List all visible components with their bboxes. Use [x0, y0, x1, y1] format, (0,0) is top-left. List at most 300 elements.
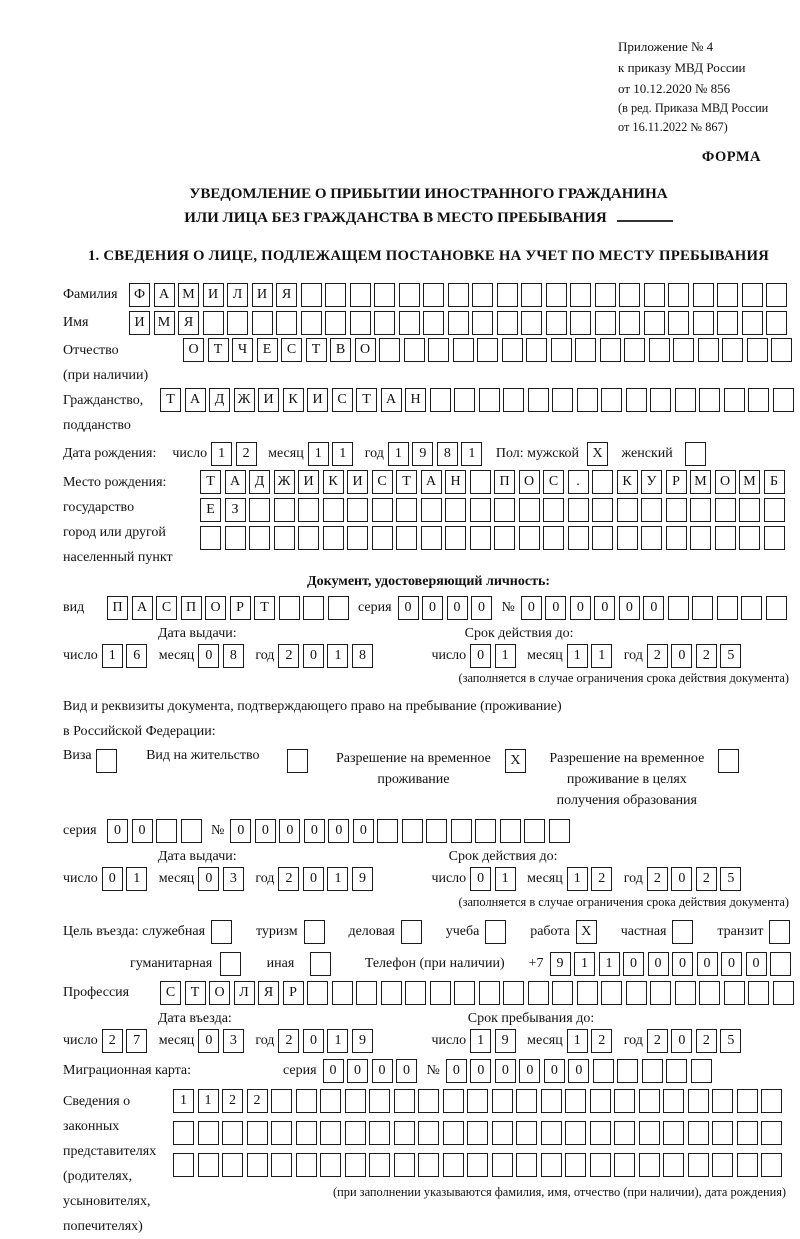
char-cell[interactable] [699, 981, 720, 1005]
char-cell[interactable] [715, 526, 736, 550]
char-cell[interactable] [748, 388, 769, 412]
char-cell[interactable] [421, 498, 442, 522]
char-cell[interactable] [494, 526, 515, 550]
char-cell[interactable] [492, 1153, 513, 1177]
char-cell[interactable]: 0 [697, 952, 718, 976]
char-cell[interactable] [528, 388, 549, 412]
char-cell[interactable]: К [283, 388, 304, 412]
char-cell[interactable]: 0 [470, 644, 491, 668]
char-cell[interactable] [761, 1153, 782, 1177]
char-cell[interactable]: 1 [567, 867, 588, 891]
char-cell[interactable] [394, 1089, 415, 1113]
char-cell[interactable]: Е [200, 498, 221, 522]
char-cell[interactable] [601, 388, 622, 412]
char-cell[interactable]: 0 [107, 819, 128, 843]
char-cell[interactable] [688, 1089, 709, 1113]
char-cell[interactable]: 0 [648, 952, 669, 976]
char-cell[interactable]: 1 [388, 442, 409, 466]
char-cell[interactable] [524, 819, 545, 843]
char-cell[interactable] [345, 1153, 366, 1177]
char-cell[interactable]: Ж [234, 388, 255, 412]
char-cell[interactable]: П [107, 596, 128, 620]
char-cell[interactable] [156, 819, 177, 843]
char-cell[interactable] [394, 1121, 415, 1145]
char-cell[interactable]: 0 [198, 1029, 219, 1053]
char-cell[interactable] [724, 388, 745, 412]
char-cell[interactable]: 0 [255, 819, 276, 843]
char-cell[interactable] [693, 311, 714, 335]
char-cell[interactable] [345, 1089, 366, 1113]
char-cell[interactable]: Д [249, 470, 270, 494]
char-cell[interactable] [445, 526, 466, 550]
char-cell[interactable]: С [372, 470, 393, 494]
char-cell[interactable] [600, 338, 621, 362]
char-cell[interactable]: И [298, 470, 319, 494]
char-cell[interactable] [323, 498, 344, 522]
char-cell[interactable]: О [519, 470, 540, 494]
char-cell[interactable] [453, 338, 474, 362]
char-cell[interactable] [298, 526, 319, 550]
char-cell[interactable]: А [185, 388, 206, 412]
char-cell[interactable]: 8 [352, 644, 373, 668]
char-cell[interactable]: А [381, 388, 402, 412]
char-cell[interactable] [712, 1121, 733, 1145]
char-cell[interactable] [592, 498, 613, 522]
char-cell[interactable] [626, 981, 647, 1005]
char-cell[interactable] [770, 952, 791, 976]
char-cell[interactable] [472, 283, 493, 307]
char-cell[interactable]: И [252, 283, 273, 307]
char-cell[interactable] [650, 388, 671, 412]
char-cell[interactable] [222, 1121, 243, 1145]
char-cell[interactable]: Н [445, 470, 466, 494]
char-cell[interactable]: Т [306, 338, 327, 362]
char-cell[interactable]: Ж [274, 470, 295, 494]
char-cell[interactable] [712, 1153, 733, 1177]
char-cell[interactable] [332, 981, 353, 1005]
char-cell[interactable]: Т [200, 470, 221, 494]
char-cell[interactable] [549, 819, 570, 843]
char-cell[interactable]: 0 [671, 1029, 692, 1053]
char-cell[interactable] [301, 311, 322, 335]
char-cell[interactable] [668, 311, 689, 335]
char-cell[interactable]: 2 [591, 1029, 612, 1053]
char-cell[interactable] [494, 498, 515, 522]
char-cell[interactable] [619, 311, 640, 335]
char-cell[interactable] [421, 526, 442, 550]
char-cell[interactable] [470, 526, 491, 550]
char-cell[interactable] [467, 1121, 488, 1145]
char-cell[interactable]: И [258, 388, 279, 412]
char-cell[interactable] [592, 526, 613, 550]
char-cell[interactable]: Л [227, 283, 248, 307]
char-cell[interactable] [479, 981, 500, 1005]
char-cell[interactable] [717, 596, 738, 620]
char-cell[interactable]: 5 [720, 1029, 741, 1053]
char-cell[interactable] [712, 1089, 733, 1113]
char-cell[interactable] [666, 526, 687, 550]
char-cell[interactable]: 0 [671, 867, 692, 891]
char-cell[interactable] [541, 1089, 562, 1113]
char-cell[interactable] [502, 338, 523, 362]
char-cell[interactable]: 2 [278, 1029, 299, 1053]
char-cell[interactable] [467, 1089, 488, 1113]
char-cell[interactable] [761, 1089, 782, 1113]
char-cell[interactable] [472, 311, 493, 335]
char-cell[interactable]: 0 [347, 1059, 368, 1083]
char-cell[interactable]: П [181, 596, 202, 620]
char-cell[interactable] [225, 526, 246, 550]
char-cell[interactable]: . [568, 470, 589, 494]
char-cell[interactable]: Т [185, 981, 206, 1005]
char-cell[interactable] [663, 1121, 684, 1145]
char-cell[interactable]: 0 [303, 644, 324, 668]
char-cell[interactable] [296, 1153, 317, 1177]
char-cell[interactable]: 0 [495, 1059, 516, 1083]
char-cell[interactable] [503, 388, 524, 412]
char-cell[interactable]: 0 [619, 596, 640, 620]
char-cell[interactable] [666, 498, 687, 522]
char-cell[interactable] [227, 311, 248, 335]
char-cell[interactable] [766, 311, 787, 335]
char-cell[interactable] [445, 498, 466, 522]
char-cell[interactable]: П [494, 470, 515, 494]
char-cell[interactable] [769, 920, 790, 944]
char-cell[interactable] [418, 1121, 439, 1145]
char-cell[interactable] [320, 1121, 341, 1145]
char-cell[interactable] [271, 1089, 292, 1113]
char-cell[interactable]: 1 [327, 644, 348, 668]
char-cell[interactable]: 1 [599, 952, 620, 976]
char-cell[interactable]: 0 [102, 867, 123, 891]
char-cell[interactable] [485, 920, 506, 944]
char-cell[interactable]: Т [356, 388, 377, 412]
char-cell[interactable] [541, 1153, 562, 1177]
char-cell[interactable] [737, 1089, 758, 1113]
char-cell[interactable] [614, 1121, 635, 1145]
char-cell[interactable] [296, 1121, 317, 1145]
char-cell[interactable]: 0 [521, 596, 542, 620]
char-cell[interactable]: 8 [437, 442, 458, 466]
char-cell[interactable]: К [617, 470, 638, 494]
char-cell[interactable] [310, 952, 331, 976]
char-cell[interactable]: 0 [721, 952, 742, 976]
char-cell[interactable] [590, 1121, 611, 1145]
char-cell[interactable]: 0 [471, 596, 492, 620]
char-cell[interactable] [325, 311, 346, 335]
char-cell[interactable] [96, 749, 117, 773]
char-cell[interactable]: А [154, 283, 175, 307]
char-cell[interactable]: 0 [623, 952, 644, 976]
char-cell[interactable] [423, 311, 444, 335]
char-cell[interactable]: О [715, 470, 736, 494]
char-cell[interactable] [252, 311, 273, 335]
char-cell[interactable] [626, 388, 647, 412]
char-cell[interactable] [350, 283, 371, 307]
char-cell[interactable] [470, 470, 491, 494]
char-cell[interactable]: 1 [327, 1029, 348, 1053]
char-cell[interactable] [617, 526, 638, 550]
char-cell[interactable]: 0 [422, 596, 443, 620]
char-cell[interactable] [521, 283, 542, 307]
char-cell[interactable] [271, 1121, 292, 1145]
char-cell[interactable] [372, 526, 393, 550]
char-cell[interactable] [543, 498, 564, 522]
char-cell[interactable]: С [281, 338, 302, 362]
char-cell[interactable] [454, 388, 475, 412]
char-cell[interactable] [443, 1089, 464, 1113]
char-cell[interactable] [590, 1089, 611, 1113]
char-cell[interactable] [717, 311, 738, 335]
char-cell[interactable]: 0 [398, 596, 419, 620]
char-cell[interactable] [274, 526, 295, 550]
char-cell[interactable] [546, 283, 567, 307]
char-cell[interactable]: 0 [643, 596, 664, 620]
char-cell[interactable]: О [355, 338, 376, 362]
char-cell[interactable]: Р [230, 596, 251, 620]
char-cell[interactable]: 1 [567, 644, 588, 668]
char-cell[interactable] [249, 526, 270, 550]
char-cell[interactable] [666, 1059, 687, 1083]
char-cell[interactable]: 0 [570, 596, 591, 620]
char-cell[interactable] [577, 981, 598, 1005]
char-cell[interactable]: С [156, 596, 177, 620]
char-cell[interactable]: 2 [647, 867, 668, 891]
char-cell[interactable] [173, 1153, 194, 1177]
char-cell[interactable] [516, 1153, 537, 1177]
char-cell[interactable] [565, 1153, 586, 1177]
char-cell[interactable] [748, 981, 769, 1005]
char-cell[interactable] [497, 311, 518, 335]
char-cell[interactable] [590, 1153, 611, 1177]
char-cell[interactable] [639, 1089, 660, 1113]
char-cell[interactable]: Т [254, 596, 275, 620]
char-cell[interactable] [675, 388, 696, 412]
char-cell[interactable] [443, 1121, 464, 1145]
char-cell[interactable] [181, 819, 202, 843]
char-cell[interactable] [479, 388, 500, 412]
char-cell[interactable]: Р [666, 470, 687, 494]
char-cell[interactable] [663, 1153, 684, 1177]
char-cell[interactable]: Б [764, 470, 785, 494]
char-cell[interactable] [644, 283, 665, 307]
char-cell[interactable] [274, 498, 295, 522]
char-cell[interactable]: М [690, 470, 711, 494]
char-cell[interactable]: 0 [594, 596, 615, 620]
char-cell[interactable]: 2 [222, 1089, 243, 1113]
char-cell[interactable] [500, 819, 521, 843]
char-cell[interactable] [639, 1121, 660, 1145]
char-cell[interactable]: С [160, 981, 181, 1005]
char-cell[interactable] [688, 1121, 709, 1145]
char-cell[interactable]: 0 [470, 1059, 491, 1083]
char-cell[interactable] [276, 311, 297, 335]
char-cell[interactable] [592, 470, 613, 494]
char-cell[interactable] [347, 526, 368, 550]
char-cell[interactable] [668, 596, 689, 620]
char-cell[interactable]: А [225, 470, 246, 494]
char-cell[interactable] [426, 819, 447, 843]
char-cell[interactable] [766, 283, 787, 307]
char-cell[interactable]: 1 [567, 1029, 588, 1053]
char-cell[interactable] [405, 981, 426, 1005]
char-cell[interactable] [369, 1121, 390, 1145]
char-cell[interactable] [761, 1121, 782, 1145]
char-cell[interactable] [374, 283, 395, 307]
char-cell[interactable]: 1 [308, 442, 329, 466]
char-cell[interactable]: А [132, 596, 153, 620]
char-cell[interactable]: У [641, 470, 662, 494]
char-cell[interactable] [691, 1059, 712, 1083]
char-cell[interactable]: 0 [396, 1059, 417, 1083]
char-cell[interactable]: О [209, 981, 230, 1005]
char-cell[interactable]: 0 [372, 1059, 393, 1083]
char-cell[interactable]: 2 [278, 644, 299, 668]
char-cell[interactable]: 0 [303, 1029, 324, 1053]
char-cell[interactable]: М [154, 311, 175, 335]
char-cell[interactable] [304, 920, 325, 944]
char-cell[interactable] [503, 981, 524, 1005]
char-cell[interactable] [418, 1153, 439, 1177]
char-cell[interactable] [764, 526, 785, 550]
char-cell[interactable] [568, 526, 589, 550]
char-cell[interactable]: 0 [568, 1059, 589, 1083]
char-cell[interactable] [722, 338, 743, 362]
char-cell[interactable]: Л [234, 981, 255, 1005]
char-cell[interactable] [565, 1121, 586, 1145]
char-cell[interactable]: С [543, 470, 564, 494]
char-cell[interactable] [401, 920, 422, 944]
char-cell[interactable]: 1 [461, 442, 482, 466]
char-cell[interactable] [568, 498, 589, 522]
char-cell[interactable] [279, 596, 300, 620]
char-cell[interactable]: 2 [696, 1029, 717, 1053]
char-cell[interactable]: И [129, 311, 150, 335]
char-cell[interactable]: Я [276, 283, 297, 307]
char-cell[interactable]: А [421, 470, 442, 494]
char-cell[interactable] [347, 498, 368, 522]
char-cell[interactable] [668, 283, 689, 307]
char-cell[interactable]: 9 [352, 1029, 373, 1053]
char-cell[interactable] [673, 338, 694, 362]
char-cell[interactable] [672, 920, 693, 944]
char-cell[interactable] [470, 498, 491, 522]
char-cell[interactable] [595, 283, 616, 307]
char-cell[interactable]: 0 [519, 1059, 540, 1083]
char-cell[interactable] [601, 981, 622, 1005]
char-cell[interactable] [773, 388, 794, 412]
char-cell[interactable]: 0 [671, 644, 692, 668]
char-cell[interactable] [771, 338, 792, 362]
char-cell[interactable] [577, 388, 598, 412]
char-cell[interactable] [271, 1153, 292, 1177]
char-cell[interactable]: С [332, 388, 353, 412]
char-cell[interactable] [641, 526, 662, 550]
char-cell[interactable] [739, 498, 760, 522]
char-cell[interactable]: Т [160, 388, 181, 412]
char-cell[interactable] [718, 749, 739, 773]
char-cell[interactable]: О [183, 338, 204, 362]
char-cell[interactable]: 0 [279, 819, 300, 843]
char-cell[interactable]: 1 [470, 1029, 491, 1053]
char-cell[interactable] [519, 526, 540, 550]
char-cell[interactable] [715, 498, 736, 522]
char-cell[interactable]: 0 [446, 1059, 467, 1083]
char-cell[interactable]: Ч [232, 338, 253, 362]
char-cell[interactable] [521, 311, 542, 335]
char-cell[interactable] [307, 981, 328, 1005]
char-cell[interactable] [688, 1153, 709, 1177]
char-cell[interactable] [303, 596, 324, 620]
char-cell[interactable]: 7 [126, 1029, 147, 1053]
char-cell[interactable] [323, 526, 344, 550]
char-cell[interactable] [642, 1059, 663, 1083]
char-cell[interactable]: 1 [198, 1089, 219, 1113]
char-cell[interactable] [492, 1121, 513, 1145]
char-cell[interactable] [428, 338, 449, 362]
char-cell[interactable] [320, 1153, 341, 1177]
char-cell[interactable] [247, 1153, 268, 1177]
char-cell[interactable] [692, 596, 713, 620]
char-cell[interactable] [287, 749, 308, 773]
char-cell[interactable] [423, 283, 444, 307]
char-cell[interactable]: 0 [470, 867, 491, 891]
char-cell[interactable]: 1 [327, 867, 348, 891]
char-cell[interactable] [350, 311, 371, 335]
char-cell[interactable] [675, 981, 696, 1005]
char-cell[interactable] [614, 1089, 635, 1113]
char-cell[interactable] [374, 311, 395, 335]
char-cell[interactable] [475, 819, 496, 843]
char-cell[interactable]: 2 [647, 644, 668, 668]
char-cell[interactable] [454, 981, 475, 1005]
char-cell[interactable]: 0 [544, 1059, 565, 1083]
char-cell[interactable] [296, 1089, 317, 1113]
char-cell[interactable]: 2 [278, 867, 299, 891]
char-cell[interactable] [394, 1153, 415, 1177]
char-cell[interactable]: 2 [696, 867, 717, 891]
char-cell[interactable] [320, 1089, 341, 1113]
char-cell[interactable] [430, 388, 451, 412]
char-cell[interactable] [624, 338, 645, 362]
char-cell[interactable]: 1 [102, 644, 123, 668]
char-cell[interactable]: В [330, 338, 351, 362]
char-cell[interactable] [381, 981, 402, 1005]
char-cell[interactable] [356, 981, 377, 1005]
char-cell[interactable] [742, 311, 763, 335]
char-cell[interactable]: 0 [304, 819, 325, 843]
char-cell[interactable]: 6 [126, 644, 147, 668]
char-cell[interactable] [737, 1121, 758, 1145]
char-cell[interactable] [477, 338, 498, 362]
char-cell[interactable] [399, 311, 420, 335]
char-cell[interactable] [614, 1153, 635, 1177]
char-cell[interactable]: 9 [550, 952, 571, 976]
char-cell[interactable] [650, 981, 671, 1005]
char-cell[interactable]: 0 [328, 819, 349, 843]
char-cell[interactable] [173, 1121, 194, 1145]
char-cell[interactable]: 1 [495, 644, 516, 668]
char-cell[interactable] [641, 498, 662, 522]
char-cell[interactable]: 0 [672, 952, 693, 976]
char-cell[interactable]: Р [283, 981, 304, 1005]
char-cell[interactable] [448, 311, 469, 335]
char-cell[interactable]: 2 [696, 644, 717, 668]
char-cell[interactable] [747, 338, 768, 362]
char-cell[interactable] [298, 498, 319, 522]
char-cell[interactable] [570, 283, 591, 307]
char-cell[interactable] [200, 526, 221, 550]
